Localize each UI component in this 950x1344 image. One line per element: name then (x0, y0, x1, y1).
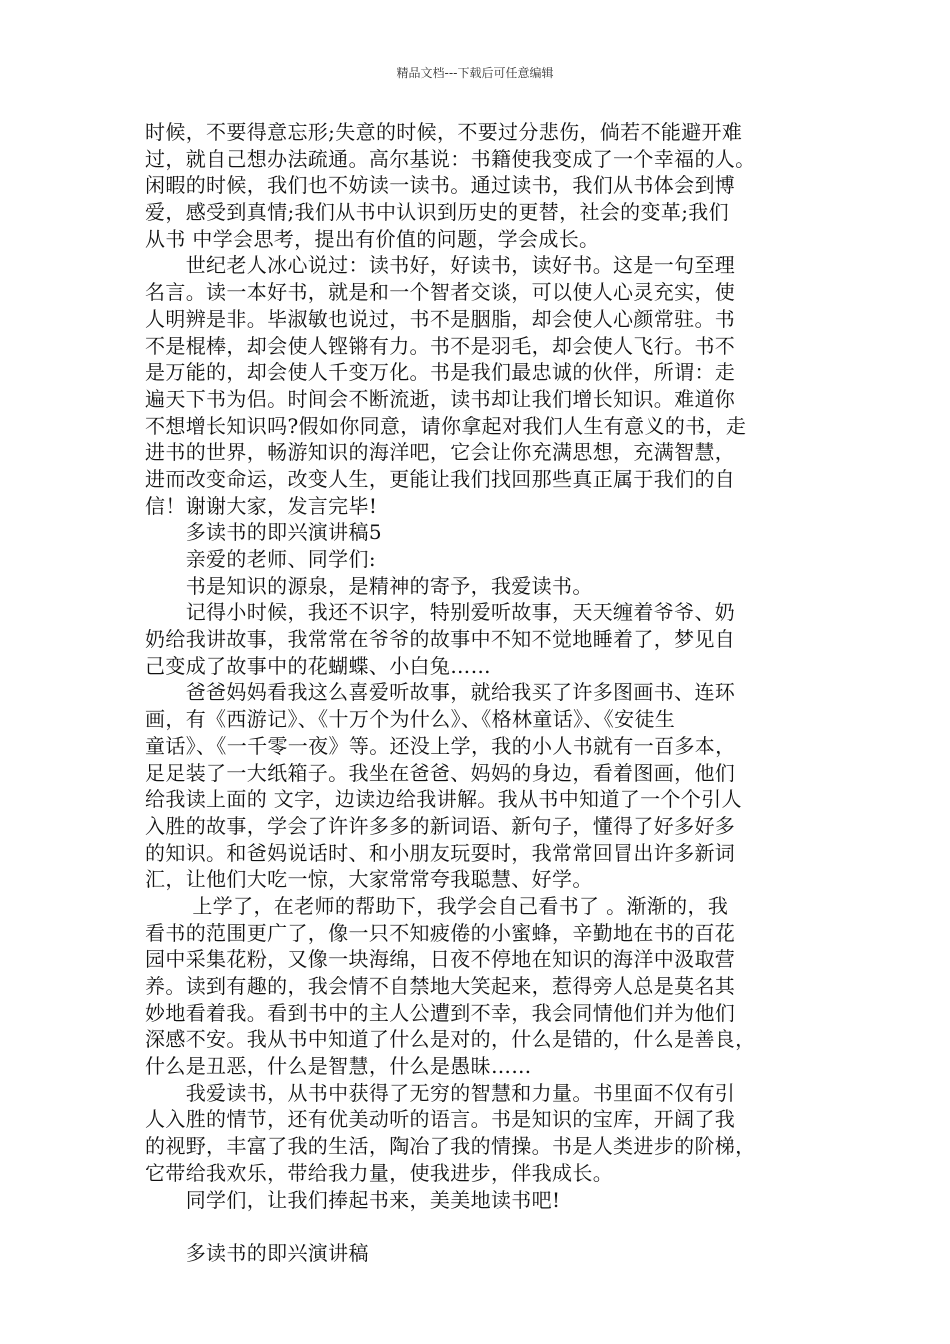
text-line: 从书 中学会思考，提出有价值的问题，学会成长。 (145, 226, 600, 251)
text-line: 闲暇的时候，我们也不妨读一读书。通过读书，我们从书体会到博 (145, 173, 736, 198)
text-line: 我爱读书，从书中获得了无穷的智慧和力量。书里面不仅有引 (145, 1080, 736, 1105)
page-header: 精品文档---下载后可任意编辑 (396, 66, 554, 80)
text-line: 世纪老人冰心说过：读书好，好读书，读好书。这是一句至理 (145, 253, 736, 278)
text-line: 奶给我讲故事，我常常在爷爷的故事中不知不觉地睡着了，梦见自 (145, 627, 736, 652)
text-line: 养。读到有趣的，我会情不自禁地大笑起来，惹得旁人总是莫名其 (145, 974, 736, 998)
text-line: 足足装了一大纸箱子。我坐在爸爸、妈妈的身边，看着图画，他们 (145, 760, 736, 785)
text-line: 人明辨是非。毕淑敏也说过，书不是胭脂，却会使人心颜常驻。书 (145, 306, 736, 331)
text-line: 同学们，让我们捧起书来，美美地读书吧! (145, 1187, 561, 1212)
text-line: 画，有《西游记》、《十万个为什么》、《格林童话》、《安徒生 (145, 707, 676, 732)
text-line: 汇，让他们大吃一惊，大家常常夸我聪慧、好学。 (145, 867, 593, 892)
text-line: 的知识。和爸妈说话时、和小朋友玩耍时，我常常回冒出许多新词 (145, 840, 736, 865)
text-line: 深感不安。我从书中知道了什么是对的，什么是错的，什么是善良， (145, 1027, 756, 1052)
text-line: 时候，不要得意忘形;失意的时候，不要过分悲伤，倘若不能避开难 (145, 120, 743, 144)
text-line: 的视野，丰富了我的生活，陶冶了我的情操。书是人类进步的阶梯， (145, 1134, 756, 1159)
text-line: 不是棍棒，却会使人铿锵有力。书不是羽毛，却会使人飞行。书不 (145, 333, 736, 358)
text-line: 园中采集花粉，又像一块海绵，日夜不停地在知识的海洋中汲取营 (145, 947, 736, 972)
text-line: 看书的范围更广了，像一只不知疲倦的小蜜蜂，辛勤地在书的百花 (145, 920, 736, 945)
text-line: 遍天下书为侣。时间会不断流逝，读书却让我们增长知识。难道你 (145, 386, 736, 411)
text-line: 入胜的故事，学会了许许多多的新词语、新句子，懂得了好多好多 (145, 813, 736, 838)
blank-line (145, 1213, 811, 1240)
text-line: 信！谢谢大家，发言完毕! (145, 493, 378, 518)
text-line: 记得小时候，我还不识字，特别爱听故事，天天缠着爷爷、奶 (145, 600, 736, 625)
text-line: 是万能的，却会使人千变万化。书是我们最忠诚的伙伴，所谓：走 (145, 360, 736, 385)
text-line: 己变成了故事中的花蝴蝶、小白兔…… (145, 653, 491, 678)
text-line: 什么是丑恶，什么是智慧，什么是愚昧…… (145, 1054, 532, 1079)
text-line: 给我读上面的 文字，边读边给我讲解。我从书中知道了一个个引人 (145, 787, 742, 812)
document-body (145, 119, 811, 1267)
text-line: 名言。读一本好书，就是和一个智者交谈，可以使人心灵充实，使 (145, 280, 736, 305)
text-line: 它带给我欢乐，带给我力量，使我进步，伴我成长。 (145, 1160, 614, 1185)
text-line: 进而改变命运，改变人生，更能让我们找回那些真正属于我们的自 (145, 466, 736, 491)
text-line: 不想增长知识吗?假如你同意，请你拿起对我们人生有意义的书，走 (145, 413, 747, 438)
text-line: 进书的世界，畅游知识的海洋吧，它会让你充满思想，充满智慧， (145, 440, 736, 465)
text-line: 爸爸妈妈看我这么喜爱听故事，就给我买了许多图画书、连环 (145, 680, 736, 705)
section-heading: 多读书的即兴演讲稿 (145, 1240, 369, 1265)
text-line: 童话》、《一千零一夜》等。还没上学，我的小人书就有一百多本， (145, 733, 736, 758)
text-line: 妙地看着我。看到书中的主人公遭到不幸，我会同情他们并为他们 (145, 1000, 736, 1025)
text-line: 爱，感受到真情;我们从书中认识到历史的更替，社会的变革;我们 (145, 200, 729, 225)
text-line: 上学了，在老师的帮助下，我学会自己看书了 。渐渐的，我 (145, 893, 729, 918)
text-line: 书是知识的源泉，是精神的寄予，我爱读书。 (145, 573, 593, 598)
text-line: 人入胜的情节，还有优美动听的语言。书是知识的宝库，开阔了我 (145, 1107, 736, 1132)
text-line: 过，就自己想办法疏通。高尔基说：书籍使我变成了一个幸福的人。 (145, 146, 756, 171)
salutation: 亲爱的老师、同学们: (145, 547, 376, 571)
section-heading: 多读书的即兴演讲稿5 (145, 520, 382, 545)
